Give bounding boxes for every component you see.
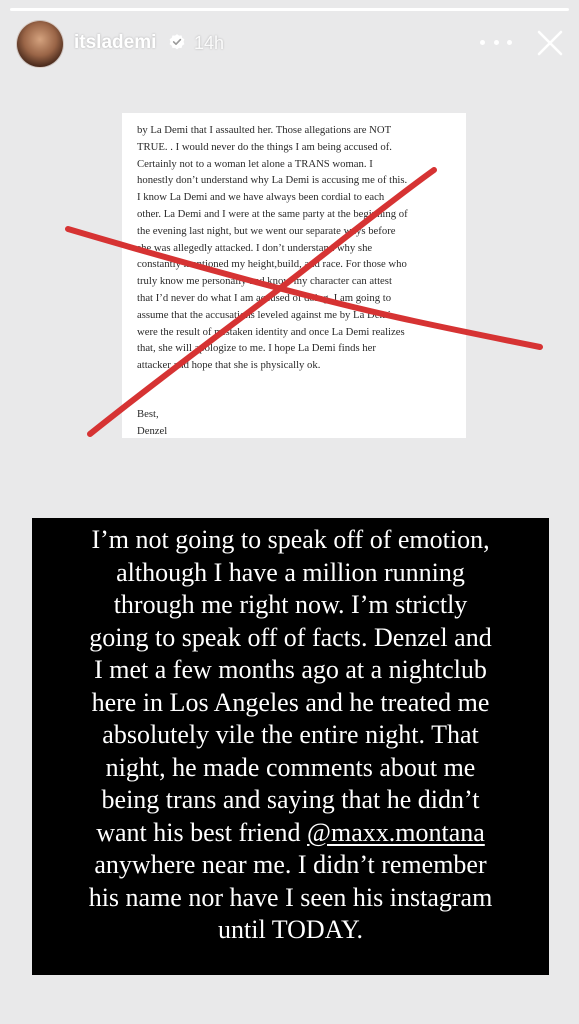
story-progress-fill — [10, 8, 569, 11]
document-line: that I’d never do what I am accused of doing. I am going to — [137, 291, 392, 304]
caption-line: until TODAY. — [218, 915, 363, 944]
story-caption — [32, 518, 549, 975]
more-icon — [480, 40, 485, 45]
document-line: she was allegedly attacked. I don’t understand why she — [137, 241, 373, 254]
document-line: truly know me personally and know my character can attest — [137, 275, 392, 288]
verified-badge-icon — [168, 33, 186, 51]
close-icon[interactable] — [535, 28, 565, 58]
document-closing: Best, — [137, 407, 159, 420]
document-line: TRUE. . I would never do the things I am being accused of. — [137, 140, 392, 153]
caption-line: I’m not going to speak off of emotion, — [91, 525, 490, 554]
caption-line: anywhere near me. I didn’t remember — [94, 850, 487, 879]
caption-line: although I have a million running — [116, 557, 465, 587]
story-header — [0, 14, 579, 76]
document-line: Certainly not to a woman let alone a TRANS woman. I — [137, 157, 373, 170]
document-text — [137, 122, 456, 374]
document-line: the evening last night, but we went our separate ways before — [137, 224, 396, 237]
caption-line: here in Los Angeles and he treated me — [91, 687, 490, 717]
story-timestamp: 14h — [194, 33, 225, 53]
document-line: were the result of mistaken identity and once La Demi realizes — [137, 325, 405, 338]
caption-line: absolutely vile the entire night. That — [102, 720, 479, 749]
caption-line: being trans and saying that he didn’t — [101, 785, 480, 814]
avatar[interactable] — [16, 20, 64, 68]
document-line: constantly mentioned my height,build, and race. For those who — [137, 258, 407, 271]
more-options-button[interactable] — [480, 30, 512, 54]
username[interactable]: itslademi — [74, 32, 157, 53]
caption-line: through me right now. I’m strictly — [113, 590, 468, 619]
document-line: assume that the accusations leveled against me by La Demi — [137, 308, 391, 321]
caption-line: going to speak off of facts. Denzel and — [89, 622, 492, 652]
document-line: attacker and hope that she is physically ok. — [137, 359, 321, 372]
document-signature: Denzel — [137, 424, 168, 437]
document-line: honestly don’t understand why La Demi is accusing me of this. — [137, 174, 408, 187]
document-line: I know La Demi and we have always been cordial to each — [137, 191, 385, 204]
caption-line: want his best friend @maxx.montana — [96, 817, 485, 847]
statement-document — [122, 113, 466, 438]
document-line: by La Demi that I assaulted her. Those allegations are NOT — [137, 124, 392, 136]
story-progress-bar — [10, 8, 569, 11]
caption-line: I met a few months ago at a nightclub — [94, 655, 487, 684]
caption-line: night, he made comments about me — [105, 752, 476, 782]
caption-line: his name nor have I seen his instagram — [88, 882, 493, 912]
document-line: other. La Demi and I were at the same party at the beginning of — [137, 207, 408, 220]
mention-link[interactable]: @maxx.montana — [307, 817, 485, 847]
document-line: that, she will apologize to me. I hope La Demi finds her — [137, 342, 376, 355]
